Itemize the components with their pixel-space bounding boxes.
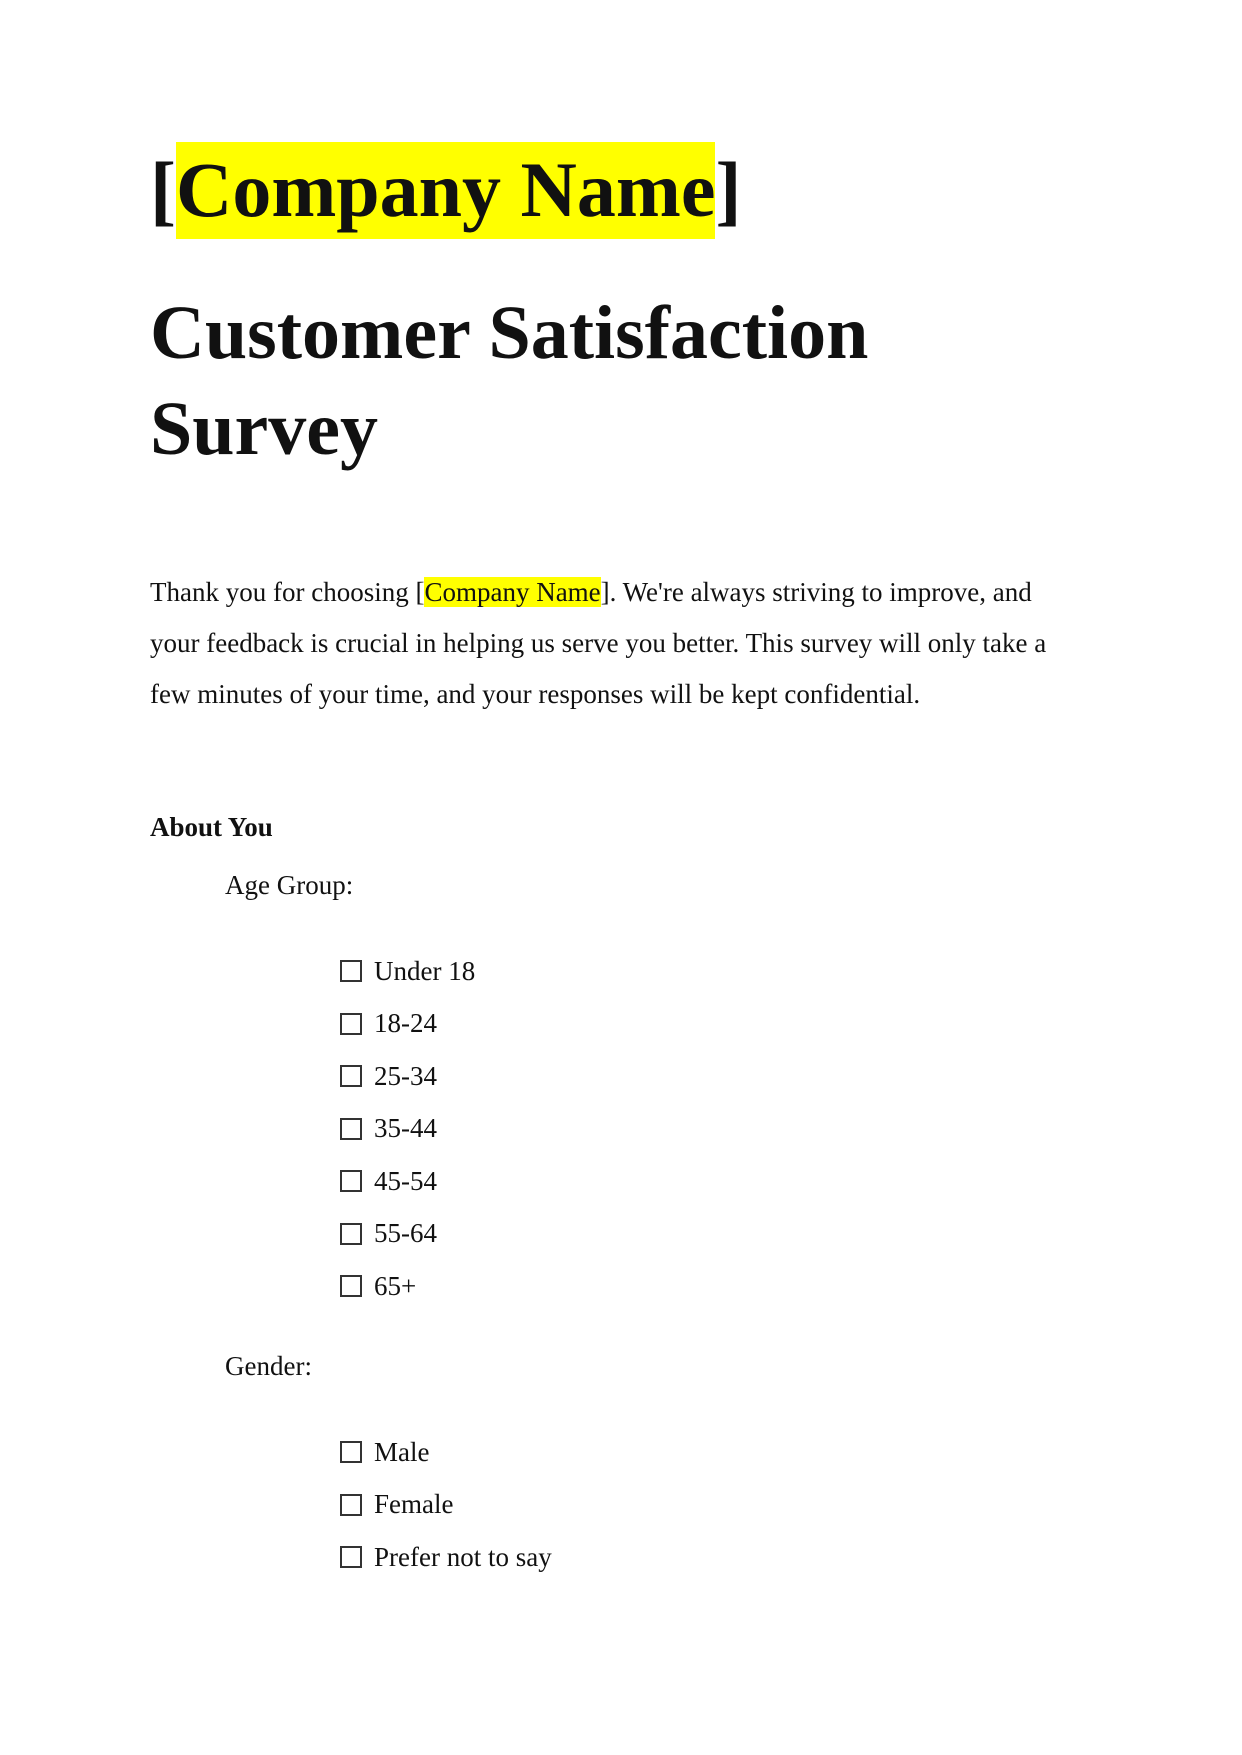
intro-paragraph <box>150 567 1080 720</box>
gender-option[interactable] <box>340 1479 552 1532</box>
checkbox-icon[interactable] <box>340 1441 362 1463</box>
age-option[interactable] <box>340 1155 475 1208</box>
gender-options <box>340 1426 552 1584</box>
gender-option-label: Male <box>374 1436 430 1467</box>
bracket-close: ] <box>715 146 742 233</box>
age-option-label: Under 18 <box>374 955 476 986</box>
checkbox-icon[interactable] <box>340 1546 362 1568</box>
gender-option-label: Female <box>374 1489 454 1520</box>
checkbox-icon[interactable] <box>340 960 362 982</box>
age-option-label: 35-44 <box>374 1113 437 1144</box>
age-option[interactable] <box>340 998 475 1051</box>
age-group-label: Age Group: <box>225 870 354 900</box>
intro-company-placeholder: Company Name <box>424 577 601 607</box>
bracket-open: [ <box>150 146 176 233</box>
company-name-heading <box>150 145 741 235</box>
age-option[interactable] <box>340 1260 475 1313</box>
intro-text-end: ]. We're always striving to improve, and your feedback is crucial in helping us serve you better. This survey will only take a few minutes of your time, and your responses will be kept confidential. <box>150 577 1047 709</box>
gender-option-label: Prefer not to say <box>374 1541 552 1572</box>
company-name-placeholder: Company Name <box>176 142 716 239</box>
checkbox-icon[interactable] <box>340 1065 362 1087</box>
age-option[interactable] <box>340 945 475 998</box>
age-option-label: 25-34 <box>374 1060 437 1091</box>
gender-label: Gender: <box>225 1351 312 1381</box>
age-option-label: 65+ <box>374 1270 417 1301</box>
survey-title: Customer Satisfaction Survey <box>150 291 869 471</box>
intro-text-start: Thank you for choosing [ <box>150 577 425 607</box>
age-option-label: 55-64 <box>374 1218 437 1249</box>
checkbox-icon[interactable] <box>340 1118 362 1140</box>
gender-option[interactable] <box>340 1531 552 1584</box>
age-option[interactable] <box>340 1103 475 1156</box>
checkbox-icon[interactable] <box>340 1494 362 1516</box>
age-option-label: 18-24 <box>374 1008 437 1039</box>
checkbox-icon[interactable] <box>340 1170 362 1192</box>
age-option[interactable] <box>340 1050 475 1103</box>
gender-option[interactable] <box>340 1426 552 1479</box>
section-heading-about-you: About You <box>150 812 273 842</box>
checkbox-icon[interactable] <box>340 1223 362 1245</box>
age-group-options <box>340 945 475 1313</box>
age-option-label: 45-54 <box>374 1165 437 1196</box>
checkbox-icon[interactable] <box>340 1275 362 1297</box>
age-option[interactable] <box>340 1208 475 1261</box>
checkbox-icon[interactable] <box>340 1013 362 1035</box>
